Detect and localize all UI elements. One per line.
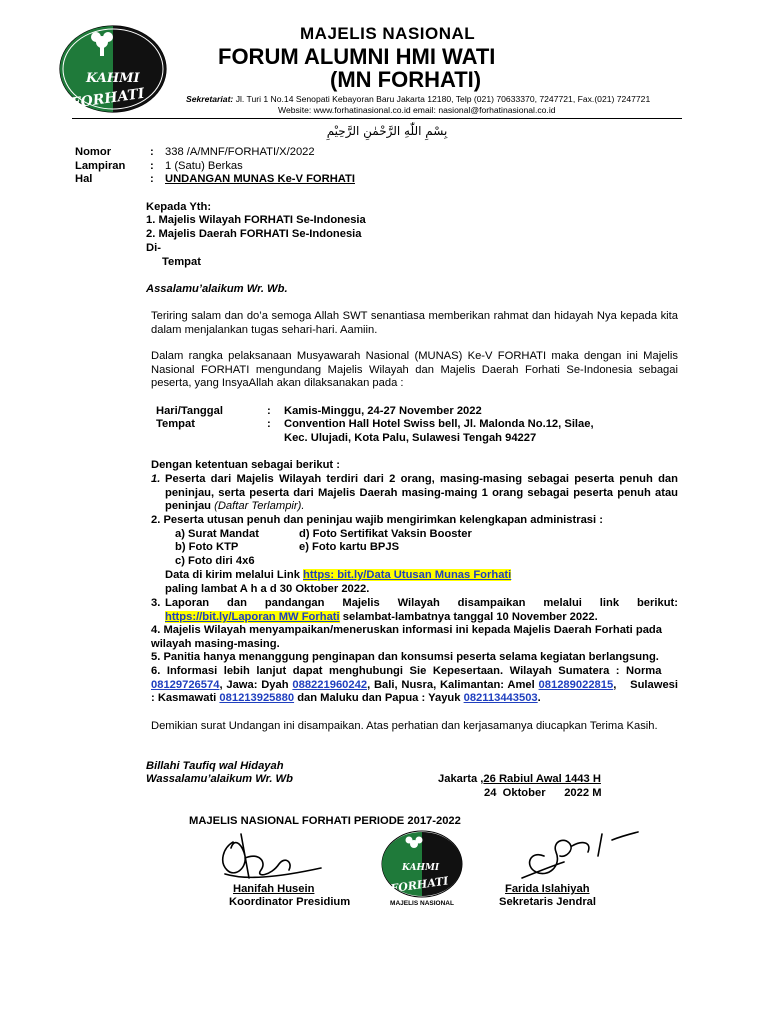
nomor-colon: : xyxy=(150,146,154,158)
stamp-kahmi-text: KAHMI xyxy=(402,863,440,873)
ketentuan-3-number: 3. xyxy=(151,597,161,609)
ketentuan-2: 2. Peserta utusan penuh dan peninjau wajib mengirimkan kelengkapan administrasi : xyxy=(151,514,603,526)
org-name-line3: (MN FORHATI) xyxy=(330,67,482,92)
ketentuan-2-send xyxy=(165,569,511,583)
ketentuan-2a: a) Surat Mandat xyxy=(175,528,259,540)
contact-phone-dyah[interactable]: 088221960242 xyxy=(292,678,368,691)
ketentuan-2e: e) Foto kartu BPJS xyxy=(299,541,400,553)
hari-colon: : xyxy=(267,405,271,417)
left-signer-title: Koordinator Presidium xyxy=(229,896,351,908)
ketentuan-2b: b) Foto KTP xyxy=(175,541,239,553)
ketentuan-heading: Dengan ketentuan sebagai berikut : xyxy=(151,459,340,471)
ketentuan-3-line1: Laporan dan pandangan Majelis Wilayah disampaikan melalui link berikut: xyxy=(165,597,678,609)
contact-phone-amel[interactable]: 081289022815 xyxy=(538,678,614,691)
recipient-item-2: 2. Majelis Daerah FORHATI Se-Indonesia xyxy=(146,228,362,240)
date-hijri-value: 26 Rabiul Awal 1443 H xyxy=(483,773,601,785)
contact-phone-kasmawati[interactable]: 081213925880 xyxy=(219,692,295,705)
stamp-caption: MAJELIS NASIONAL xyxy=(390,900,454,907)
ketentuan-2-deadline: paling lambat A h a d 30 Oktober 2022. xyxy=(165,583,370,595)
ketentuan-1-note: (Daftar Terlampir). xyxy=(214,500,305,513)
hari-label: Hari/Tanggal xyxy=(156,405,223,417)
hal-label: Hal xyxy=(75,173,93,185)
hal-value: UNDANGAN MUNAS Ke-V FORHATI xyxy=(165,173,355,185)
paragraph-1: Teriring salam dan do’a semoga Allah SWT senantiasa memberikan rahmat dan hidayah Nya kepada kita dalam menjalankan tugas sehari-hari. Aamiin. xyxy=(151,310,678,336)
org-name-line1: MAJELIS NASIONAL xyxy=(300,24,476,43)
tempat-colon: : xyxy=(267,418,271,430)
lampiran-value: 1 (Satu) Berkas xyxy=(165,160,243,172)
ketentuan-4: 4. Majelis Wilayah menyampaikan/meneruskan informasi ini kepada Majelis Daerah Forhati pada wilayah masing-masing. xyxy=(151,624,662,650)
ketentuan-1-number: 1. xyxy=(151,473,161,485)
recipient-di: Di- xyxy=(146,242,161,254)
tempat-value-line2: Kec. Ulujadi, Kota Palu, Sulawesi Tengah 94227 xyxy=(284,432,537,444)
ketentuan-3-deadline: selambat-lambatnya tanggal 10 November 2022. xyxy=(342,611,598,623)
org-name-line2: FORUM ALUMNI HMI WATI xyxy=(218,44,496,69)
secretariat-address: Jl. Turi 1 No.14 Senopati Kebayoran Baru Jakarta 12180, Telp (021) 70633370, 7247721, Fax.(021) 7247721 xyxy=(235,94,651,104)
left-signer-name: Hanifah Husein xyxy=(233,883,315,895)
ketentuan-6-bali: , Bali, Nusra, Kalimantan: Amel xyxy=(367,678,535,691)
salam-opening: Assalamu’alaikum Wr. Wb. xyxy=(146,283,288,295)
right-signature xyxy=(512,826,642,886)
stamp-forhati-text: FORHATI xyxy=(389,874,450,896)
hal-colon: : xyxy=(150,173,154,185)
ketentuan-6-comma: , xyxy=(613,678,617,691)
date-place: Jakarta , xyxy=(438,773,484,785)
tempat-value-line1: Convention Hall Hotel Swiss bell, Jl. Malonda No.12, Silae, xyxy=(284,418,594,430)
ketentuan-6-intro: 6. Informasi lebih lanjut dapat menghubungi Sie Kepesertaan. Wilayah Sumatera : Norma xyxy=(151,665,662,677)
recipient-tempat: Tempat xyxy=(162,256,201,268)
left-signature xyxy=(205,828,325,886)
ketentuan-2c: c) Foto diri 4x6 xyxy=(175,555,255,567)
wassalam-line: Wassalamu’alaikum Wr. Wb xyxy=(146,773,293,785)
ketentuan-1-text: Peserta dari Majelis Wilayah terdiri dari 2 orang, masing-masing sebagai peserta penuh dan peninjau, serta peserta dari Majelis Daerah masing-maing 1 orang sebagai peserta penuh atau peninjau xyxy=(165,473,678,513)
organization-stamp xyxy=(378,830,466,908)
recipient-greeting: Kepada Yth: xyxy=(146,201,212,213)
ketentuan-3-line2 xyxy=(165,611,598,625)
header-divider xyxy=(72,118,682,119)
contact-phone-yayuk[interactable]: 082113443503 xyxy=(463,692,538,705)
billahi-line: Billahi Taufiq wal Hidayah xyxy=(146,760,284,772)
ketentuan-6 xyxy=(151,665,678,706)
right-signer-name: Farida Islahiyah xyxy=(505,883,590,895)
ketentuan-6-end: . xyxy=(537,692,541,705)
closing-paragraph: Demikian surat Undangan ini disampaikan. Atas perhatian dan kerjasamanya diucapkan Terima Kasih. xyxy=(151,720,658,732)
ketentuan-6-maluku: dan Maluku dan Papua : Yayuk xyxy=(297,692,461,705)
right-signer-title: Sekretaris Jendral xyxy=(499,896,597,908)
hari-value: Kamis-Minggu, 24-27 November 2022 xyxy=(284,405,482,417)
recipient-item-1: 1. Majelis Wilayah FORHATI Se-Indonesia xyxy=(146,214,366,226)
logo-kahmi-text: KAHMI xyxy=(86,71,140,86)
date-gregorian: 24 Oktober 2022 M xyxy=(484,787,602,799)
org-logo xyxy=(58,24,168,114)
website-line: Website: www.forhatinasional.co.id email: nasional@forhatinasional.co.id xyxy=(278,105,556,115)
ketentuan-5: 5. Panitia hanya menanggung penginapan dan konsumsi peserta selama kegiatan berlangsung. xyxy=(151,651,659,663)
ketentuan-2d: d) Foto Sertifikat Vaksin Booster xyxy=(299,528,472,540)
nomor-value: 338 /A/MNF/FORHATI/X/2022 xyxy=(165,146,315,158)
period-heading: MAJELIS NASIONAL FORHATI PERIODE 2017-2022 xyxy=(189,815,461,827)
lampiran-colon: : xyxy=(150,160,154,172)
date-hijri xyxy=(438,773,601,787)
ketentuan-6-sulawesi: Sulawesi : Kasmawati xyxy=(151,678,679,705)
contact-phone-norma[interactable]: 08129726574 xyxy=(151,678,220,691)
data-utusan-link[interactable]: https: bit.ly/Data Utusan Munas Forhati xyxy=(303,569,512,581)
laporan-mw-link[interactable]: https://bit.ly/Laporan MW Forhati xyxy=(165,611,340,623)
tempat-label: Tempat xyxy=(156,418,195,430)
ketentuan-2-send-text: Data di kirim melalui Link xyxy=(165,569,300,581)
secretariat-label: Sekretariat: xyxy=(186,94,234,104)
logo-forhati-text: FORHATI xyxy=(69,85,146,112)
lampiran-label: Lampiran xyxy=(75,160,126,172)
secretariat-line xyxy=(186,94,650,104)
ketentuan-1 xyxy=(165,473,678,514)
ketentuan-6-jawa: , Jawa: Dyah xyxy=(219,678,289,691)
basmalah-calligraphy: بِسْمِ اللّٰهِ الرَّحْمٰنِ الرَّحِيْمِ xyxy=(326,124,448,138)
nomor-label: Nomor xyxy=(75,146,112,158)
paragraph-2: Dalam rangka pelaksanaan Musyawarah Nasional (MUNAS) Ke-V FORHATI maka dengan ini Majelis Nasional FORHATI mengundang Majelis Wilayah dan Majelis Daerah Forhati Se-Indonesia sebagai peserta, yang InsyaAllah akan dilaksanakan pada : xyxy=(151,350,678,390)
